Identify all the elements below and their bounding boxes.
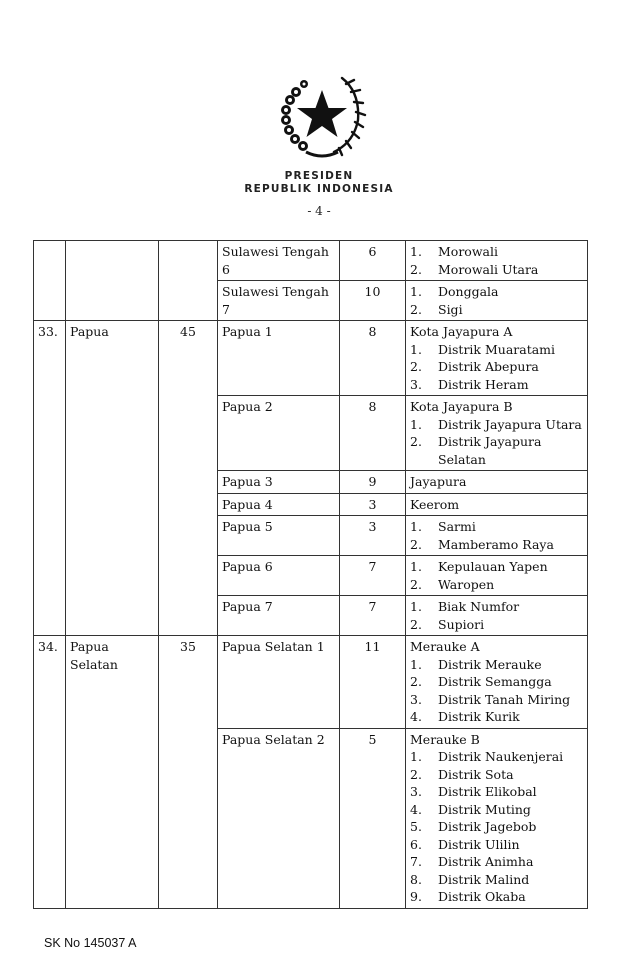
list-item-text: Supiori (438, 616, 485, 632)
list-item-number: 2. (410, 261, 422, 277)
list-item-text: Sigi (438, 301, 463, 317)
list-item-number: 6. (410, 836, 422, 852)
list-item (410, 576, 583, 594)
district-seat-cell: 8 (340, 396, 406, 471)
area-cell (406, 556, 588, 596)
list-item-number: 1. (410, 284, 422, 299)
list-item-number: 2. (410, 359, 422, 374)
list-item-text: Distrik Jagebob (438, 819, 537, 834)
header-line-republik: REPUBLIK INDONESIA (244, 183, 394, 195)
list-item (410, 416, 583, 434)
list-item (410, 301, 583, 319)
list-item-number: 5. (410, 819, 422, 834)
list-item-text: Distrik Naukenjerai (438, 749, 564, 764)
list-item-number: 2. (410, 434, 422, 449)
province-cell: Papua Selatan (66, 636, 159, 909)
list-item-number: 2. (410, 674, 422, 689)
list-item-number: 1. (410, 244, 422, 259)
list-item-number: 1. (410, 519, 422, 534)
row-number-cell: 33. (34, 321, 66, 636)
area-cell (406, 321, 588, 396)
district-allocation-table (33, 240, 588, 909)
area-list (410, 243, 583, 278)
row-number-cell: 34. (34, 636, 66, 909)
list-item-text: Distrik Semangga (438, 674, 552, 689)
list-item (410, 708, 583, 726)
electoral-district-cell: Papua 1 (218, 321, 340, 396)
district-seat-cell: 10 (340, 281, 406, 321)
area-heading: Jayapura (410, 474, 467, 489)
list-item-number: 1. (410, 416, 422, 432)
document-code: SK No 145037 A (44, 936, 137, 950)
list-item (410, 376, 583, 394)
area-list (410, 341, 583, 394)
list-item-text: Morowali Utara (438, 261, 539, 277)
list-item-text: Sarmi (438, 519, 476, 534)
list-item (410, 801, 583, 819)
electoral-district-cell: Papua 5 (218, 516, 340, 556)
electoral-district-cell: Papua 2 (218, 396, 340, 471)
list-item (410, 748, 583, 766)
seat-count-cell (159, 241, 218, 321)
area-cell (406, 241, 588, 281)
list-item (410, 616, 583, 634)
list-item (410, 818, 583, 836)
district-seat-cell: 8 (340, 321, 406, 396)
list-item-text: Distrik Animha (438, 854, 534, 869)
list-item (410, 888, 583, 906)
list-item-number: 2. (410, 536, 422, 552)
electoral-district-cell: Papua Selatan 2 (218, 728, 340, 908)
area-heading: Kota Jayapura A (410, 324, 513, 339)
list-item-text: Distrik Heram (438, 376, 529, 392)
list-item (410, 598, 583, 616)
list-item-number: 4. (410, 709, 422, 724)
list-item-text: Distrik Kurik (438, 709, 520, 724)
area-cell (406, 471, 588, 494)
list-item-text: Biak Numfor (438, 599, 520, 614)
district-seat-cell: 3 (340, 516, 406, 556)
area-heading: Merauke A (410, 639, 480, 654)
electoral-district-cell: Sulawesi Tengah 6 (218, 241, 340, 281)
district-seat-cell: 6 (340, 241, 406, 281)
province-cell: Papua (66, 321, 159, 636)
area-list (410, 598, 583, 633)
province-cell (66, 241, 159, 321)
table-row (34, 321, 588, 396)
list-item-text: Distrik Jayapura Utara (438, 416, 582, 432)
list-item-number: 1. (410, 749, 422, 764)
list-item-number: 9. (410, 889, 422, 904)
area-list (410, 748, 583, 906)
district-seat-cell: 5 (340, 728, 406, 908)
list-item (410, 341, 583, 359)
area-cell (406, 516, 588, 556)
district-seat-cell: 3 (340, 493, 406, 516)
list-item (410, 766, 583, 784)
area-list (410, 656, 583, 726)
garuda-star-emblem-icon (276, 72, 368, 160)
area-list (410, 558, 583, 593)
table-row (34, 636, 588, 729)
list-item (410, 433, 583, 468)
list-item-number: 1. (410, 341, 422, 357)
area-cell (406, 636, 588, 729)
area-cell (406, 396, 588, 471)
list-item-text: Donggala (438, 284, 499, 299)
list-item (410, 783, 583, 801)
list-item-text: Kepulauan Yapen (438, 559, 548, 574)
list-item-text: Distrik Sota (438, 766, 514, 782)
list-item (410, 853, 583, 871)
electoral-district-cell: Sulawesi Tengah 7 (218, 281, 340, 321)
list-item-number: 7. (410, 854, 422, 869)
electoral-district-cell: Papua 6 (218, 556, 340, 596)
list-item-text: Distrik Muaratami (438, 341, 556, 357)
list-item-text: Distrik Elikobal (438, 784, 537, 799)
list-item (410, 536, 583, 554)
list-item (410, 691, 583, 709)
area-cell (406, 728, 588, 908)
list-item-text: Distrik Malind (438, 871, 530, 887)
list-item-text: Morowali (438, 244, 498, 259)
list-item-text: Distrik Jayapura Selatan (438, 434, 542, 467)
list-item (410, 358, 583, 376)
list-item-number: 2. (410, 616, 422, 632)
area-cell (406, 493, 588, 516)
area-cell (406, 596, 588, 636)
area-heading: Merauke B (410, 731, 480, 747)
list-item-number: 4. (410, 801, 422, 817)
list-item-number: 2. (410, 576, 422, 592)
area-list (410, 283, 583, 318)
list-item-number: 2. (410, 301, 422, 317)
district-seat-cell: 9 (340, 471, 406, 494)
seat-count-cell: 35 (159, 636, 218, 909)
list-item-number: 1. (410, 656, 422, 672)
list-item (410, 243, 583, 261)
row-number-cell (34, 241, 66, 321)
electoral-district-cell: Papua 7 (218, 596, 340, 636)
list-item-number: 3. (410, 784, 422, 799)
list-item-number: 3. (410, 691, 422, 707)
electoral-district-cell: Papua 3 (218, 471, 340, 494)
list-item-number: 2. (410, 766, 422, 782)
list-item-text: Distrik Ulilin (438, 836, 520, 852)
header-line-presiden: PRESIDEN (284, 170, 354, 182)
district-seat-cell: 7 (340, 556, 406, 596)
list-item-text: Waropen (438, 576, 495, 592)
area-list (410, 416, 583, 469)
list-item-text: Mamberamo Raya (438, 536, 554, 552)
table-row (34, 241, 588, 281)
seat-count-cell: 45 (159, 321, 218, 636)
list-item-text: Distrik Tanah Miring (438, 691, 571, 707)
list-item-number: 1. (410, 559, 422, 574)
list-item-text: Distrik Okaba (438, 889, 526, 904)
electoral-district-cell: Papua Selatan 1 (218, 636, 340, 729)
area-list (410, 518, 583, 553)
list-item-number: 8. (410, 871, 422, 887)
list-item-number: 3. (410, 376, 422, 392)
list-item (410, 558, 583, 576)
list-item (410, 871, 583, 889)
list-item-text: Distrik Abepura (438, 359, 539, 374)
list-item-number: 1. (410, 599, 422, 614)
list-item (410, 261, 583, 279)
list-item (410, 283, 583, 301)
list-item (410, 836, 583, 854)
area-heading: Kota Jayapura B (410, 399, 513, 414)
area-cell (406, 281, 588, 321)
list-item-text: Distrik Muting (438, 801, 531, 817)
district-seat-cell: 7 (340, 596, 406, 636)
list-item-text: Distrik Merauke (438, 656, 542, 672)
list-item (410, 518, 583, 536)
area-heading: Keerom (410, 496, 460, 512)
electoral-district-cell: Papua 4 (218, 493, 340, 516)
list-item (410, 656, 583, 674)
list-item (410, 673, 583, 691)
district-seat-cell: 11 (340, 636, 406, 729)
page-number: - 4 - (307, 204, 331, 218)
